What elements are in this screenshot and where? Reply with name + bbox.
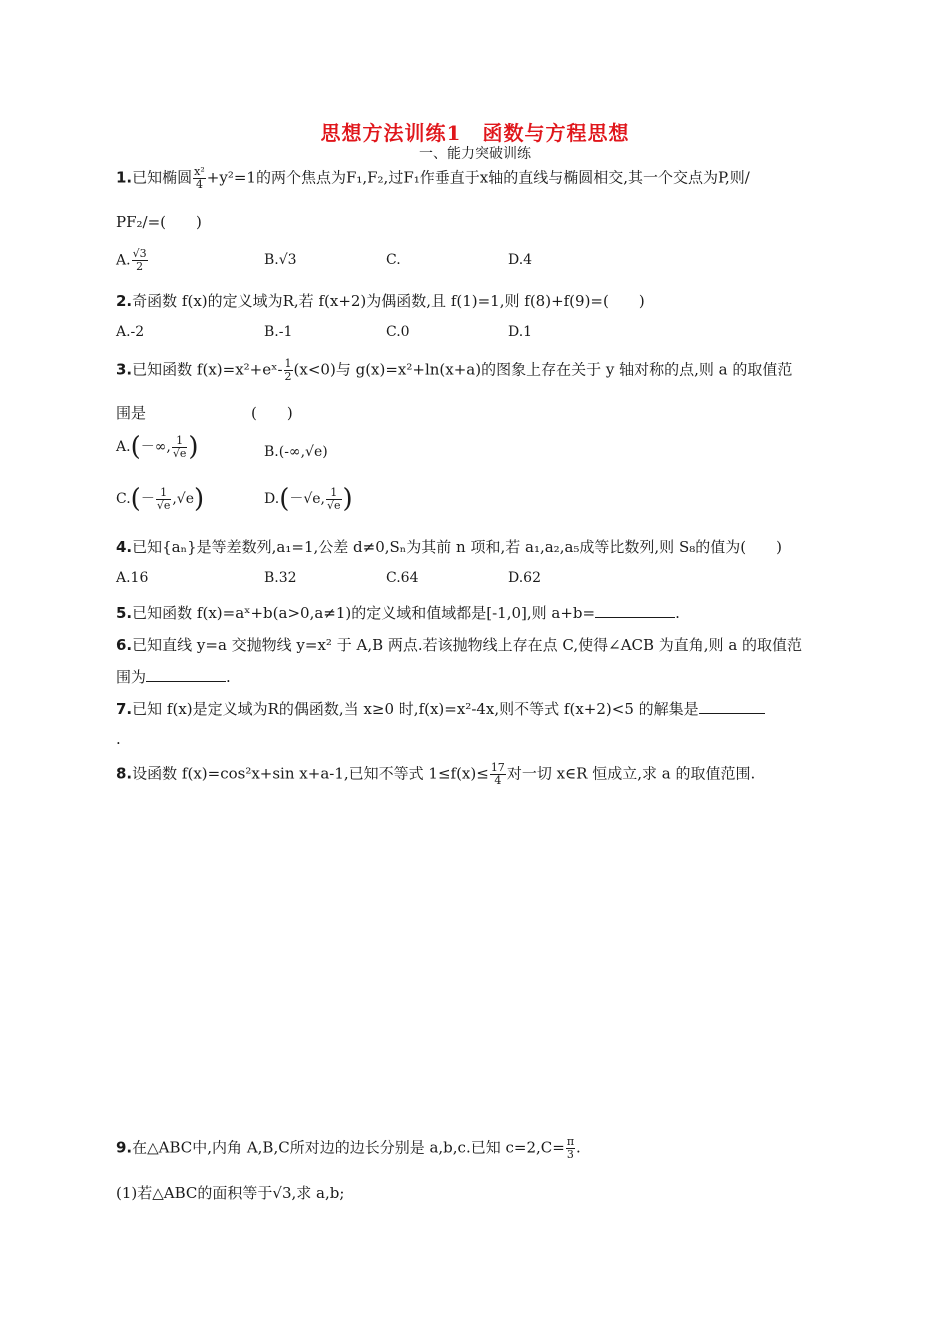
option-b: B.√3 bbox=[264, 252, 297, 268]
question-number: 1. bbox=[116, 168, 133, 187]
fraction-denominator: 4 bbox=[195, 178, 203, 191]
fraction-numerator: 17 bbox=[490, 761, 505, 774]
question-9-part-1: (1)若△ABC的面积等于√3,求 a,b; bbox=[116, 1184, 345, 1202]
fraction bbox=[566, 1136, 575, 1161]
left-paren-icon: ( bbox=[279, 484, 290, 514]
fraction-denominator: √e bbox=[327, 498, 341, 512]
option-label: A. bbox=[116, 252, 131, 269]
option-c: C.0 bbox=[386, 324, 410, 340]
question-8 bbox=[116, 762, 755, 787]
fraction bbox=[284, 358, 293, 383]
question-number: 9. bbox=[116, 1138, 133, 1157]
option-body: － bbox=[140, 491, 155, 507]
question-tail: . bbox=[675, 604, 680, 622]
option-label: D. bbox=[264, 491, 280, 507]
right-paren-icon: ) bbox=[342, 484, 353, 514]
question-tail: . bbox=[226, 668, 231, 686]
question-3 bbox=[116, 358, 792, 383]
option-d bbox=[264, 484, 353, 514]
question-7-line-2: . bbox=[116, 730, 121, 748]
option-d: D.62 bbox=[508, 570, 541, 586]
left-paren-icon: ( bbox=[130, 484, 141, 514]
fraction bbox=[326, 487, 342, 512]
fraction-numerator: π bbox=[566, 1135, 575, 1148]
question-text: 已知函数 f(x)=aˣ+b(a>0,a≠1)的定义域和值域都是[-1,0],则 a+b= bbox=[132, 604, 596, 622]
fraction bbox=[156, 487, 172, 512]
question-7 bbox=[116, 698, 765, 719]
question-4 bbox=[116, 536, 782, 557]
question-text: 已知 f(x)是定义域为R的偶函数,当 x≥0 时,f(x)=x²-4x,则不等式 f(x+2)<5 的解集是 bbox=[132, 700, 699, 718]
question-text: 已知{aₙ}是等差数列,a₁=1,公差 d≠0,Sₙ为其前 n 项和,若 a₁,a₂,a₅成等比数列,则 S₈的值为( ) bbox=[132, 538, 782, 556]
fraction bbox=[132, 248, 148, 273]
option-label: C. bbox=[116, 491, 131, 507]
option-b: B.(-∞,√e) bbox=[264, 444, 328, 460]
fraction-numerator: 1 bbox=[172, 435, 188, 448]
question-9 bbox=[116, 1136, 581, 1161]
fraction-numerator: √3 bbox=[132, 247, 147, 260]
right-paren-icon: ) bbox=[188, 432, 199, 462]
option-body: －∞, bbox=[140, 439, 171, 455]
right-paren-icon: ) bbox=[194, 484, 205, 514]
question-text: 设函数 f(x)=cos²x+sin x+a-1,已知不等式 1≤f(x)≤ bbox=[132, 764, 489, 783]
fraction bbox=[490, 762, 506, 787]
page-title: 思想方法训练1 函数与方程思想 bbox=[320, 121, 630, 145]
fraction-denominator: 2 bbox=[284, 370, 292, 383]
fraction-numerator: 1 bbox=[326, 487, 342, 500]
question-text: 对一切 x∈R 恒成立,求 a 的取值范围. bbox=[506, 764, 756, 783]
question-number: 3. bbox=[116, 360, 133, 379]
question-text: +y²=1的两个焦点为F₁,F₂,过F₁作垂直于x轴的直线与椭圆相交,其一个交点为P,则/ bbox=[206, 168, 750, 187]
fraction-denominator: √e bbox=[156, 498, 171, 512]
fraction-denominator: 3 bbox=[566, 1148, 574, 1161]
fraction-denominator: 4 bbox=[494, 774, 502, 787]
option-body: ,√e bbox=[172, 491, 195, 507]
question-text: 围为 bbox=[116, 668, 147, 686]
question-5 bbox=[116, 602, 680, 623]
option-a: A.-2 bbox=[116, 324, 145, 340]
option-d: D.1 bbox=[508, 324, 533, 340]
option-a: A.16 bbox=[116, 570, 149, 586]
option-body: －√e, bbox=[289, 491, 325, 507]
question-6 bbox=[116, 634, 802, 655]
question-1 bbox=[116, 166, 750, 191]
question-number: 4. bbox=[116, 538, 133, 556]
question-3-line-2: 围是 ( ) bbox=[116, 404, 293, 422]
answer-blank[interactable] bbox=[699, 713, 765, 714]
fraction bbox=[172, 435, 188, 460]
option-a bbox=[116, 432, 199, 462]
question-2 bbox=[116, 290, 645, 311]
left-paren-icon: ( bbox=[130, 432, 141, 462]
question-text: (x<0)与 g(x)=x²+ln(x+a)的图象上存在关于 y 轴对称的点,则 a 的取值范 bbox=[293, 360, 793, 379]
question-1-line-2: PF₂/=( ) bbox=[116, 213, 202, 231]
question-text: 已知直线 y=a 交抛物线 y=x² 于 A,B 两点.若该抛物线上存在点 C,使得∠ACB 为直角,则 a 的取值范 bbox=[132, 636, 803, 654]
section-heading: 一、能力突破训练 bbox=[419, 146, 531, 162]
option-c bbox=[116, 484, 204, 514]
question-number: 6. bbox=[116, 636, 133, 654]
fraction-numerator: 1 bbox=[156, 487, 172, 500]
question-text: 奇函数 f(x)的定义域为R,若 f(x+2)为偶函数,且 f(1)=1,则 f(8)+f(9)=( ) bbox=[132, 292, 645, 310]
option-c: C. bbox=[386, 252, 401, 268]
fraction-numerator: x² bbox=[194, 165, 205, 178]
fraction bbox=[193, 166, 206, 191]
answer-blank[interactable] bbox=[146, 681, 226, 682]
answer-blank[interactable] bbox=[595, 617, 675, 618]
question-text: 已知函数 f(x)=x²+eˣ- bbox=[132, 360, 283, 379]
option-b: B.32 bbox=[264, 570, 297, 586]
fraction-denominator: 2 bbox=[136, 260, 144, 273]
question-number: 2. bbox=[116, 292, 133, 310]
question-text: 已知椭圆 bbox=[132, 168, 193, 187]
question-6-line-2 bbox=[116, 666, 231, 687]
question-number: 5. bbox=[116, 604, 133, 622]
option-d: D.4 bbox=[508, 252, 533, 268]
fraction-numerator: 1 bbox=[284, 357, 292, 370]
option-label: A. bbox=[116, 439, 131, 455]
option-a bbox=[116, 248, 149, 273]
fraction-denominator: √e bbox=[172, 446, 187, 460]
option-b: B.-1 bbox=[264, 324, 293, 340]
question-number: 8. bbox=[116, 764, 133, 783]
question-text: 在△ABC中,内角 A,B,C所对边的边长分别是 a,b,c.已知 c=2,C= bbox=[132, 1138, 565, 1157]
option-c: C.64 bbox=[386, 570, 419, 586]
question-text: . bbox=[576, 1138, 581, 1157]
question-number: 7. bbox=[116, 700, 133, 718]
